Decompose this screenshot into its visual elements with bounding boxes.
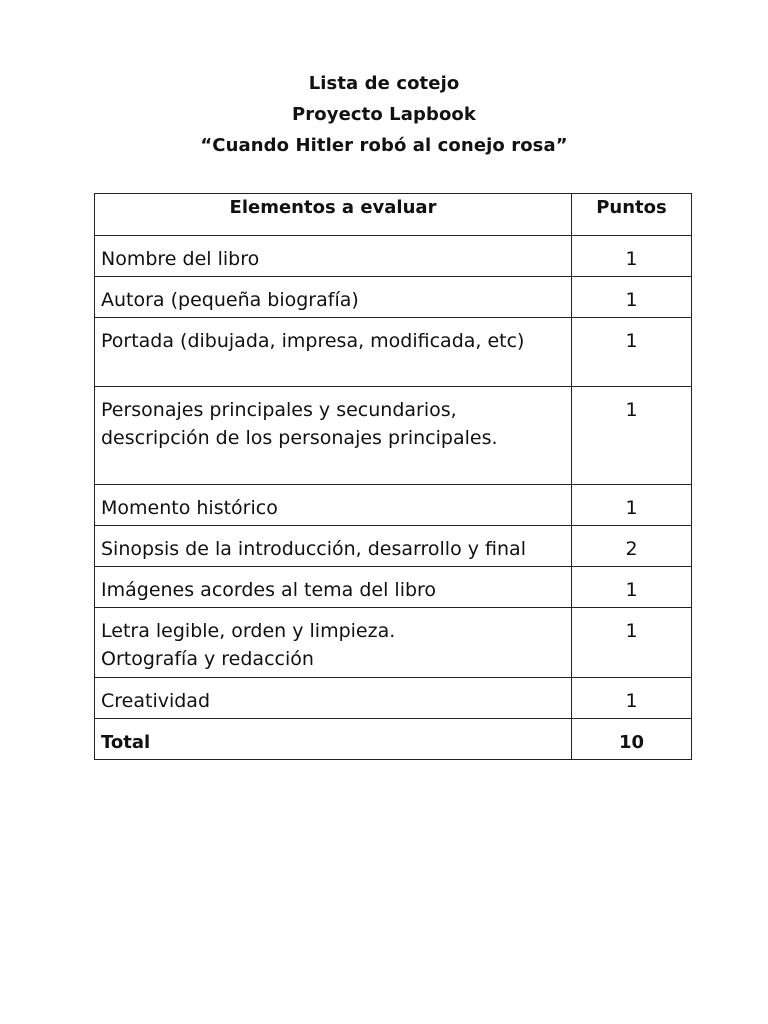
element-cell: Portada (dibujada, impresa, modificada, etc) [95, 318, 572, 387]
points-cell: 2 [572, 526, 692, 567]
document-header [0, 68, 768, 161]
element-cell: Momento histórico [95, 485, 572, 526]
column-header-points: Puntos [572, 194, 692, 236]
points-cell: 1 [572, 608, 692, 678]
points-cell: 1 [572, 678, 692, 719]
total-label: Total [95, 719, 572, 760]
points-cell: 1 [572, 387, 692, 485]
points-cell: 1 [572, 277, 692, 318]
book-title: “Cuando Hitler robó al conejo rosa” [200, 135, 568, 156]
document-title: Lista de cotejo [308, 73, 460, 94]
element-cell: Imágenes acordes al tema del libro [95, 567, 572, 608]
table-row [95, 485, 692, 526]
table-header-row [95, 194, 692, 236]
element-cell: Letra legible, orden y limpieza. Ortografía y redacción [95, 608, 572, 678]
project-name: Proyecto Lapbook [292, 104, 476, 125]
element-cell: Sinopsis de la introducción, desarrollo y final [95, 526, 572, 567]
table-row [95, 526, 692, 567]
table-row [95, 277, 692, 318]
element-cell: Creatividad [95, 678, 572, 719]
table-row [95, 236, 692, 277]
checklist-table [94, 193, 692, 760]
total-points: 10 [572, 719, 692, 760]
points-cell: 1 [572, 318, 692, 387]
table-row [95, 678, 692, 719]
table-row [95, 608, 692, 678]
points-cell: 1 [572, 485, 692, 526]
element-cell: Autora (pequeña biografía) [95, 277, 572, 318]
table-row [95, 567, 692, 608]
table-row [95, 387, 692, 485]
total-row [95, 719, 692, 760]
points-cell: 1 [572, 567, 692, 608]
column-header-elements: Elementos a evaluar [95, 194, 572, 236]
points-cell: 1 [572, 236, 692, 277]
element-cell: Personajes principales y secundarios, descripción de los personajes principales. [95, 387, 572, 485]
table-row [95, 318, 692, 387]
element-cell: Nombre del libro [95, 236, 572, 277]
